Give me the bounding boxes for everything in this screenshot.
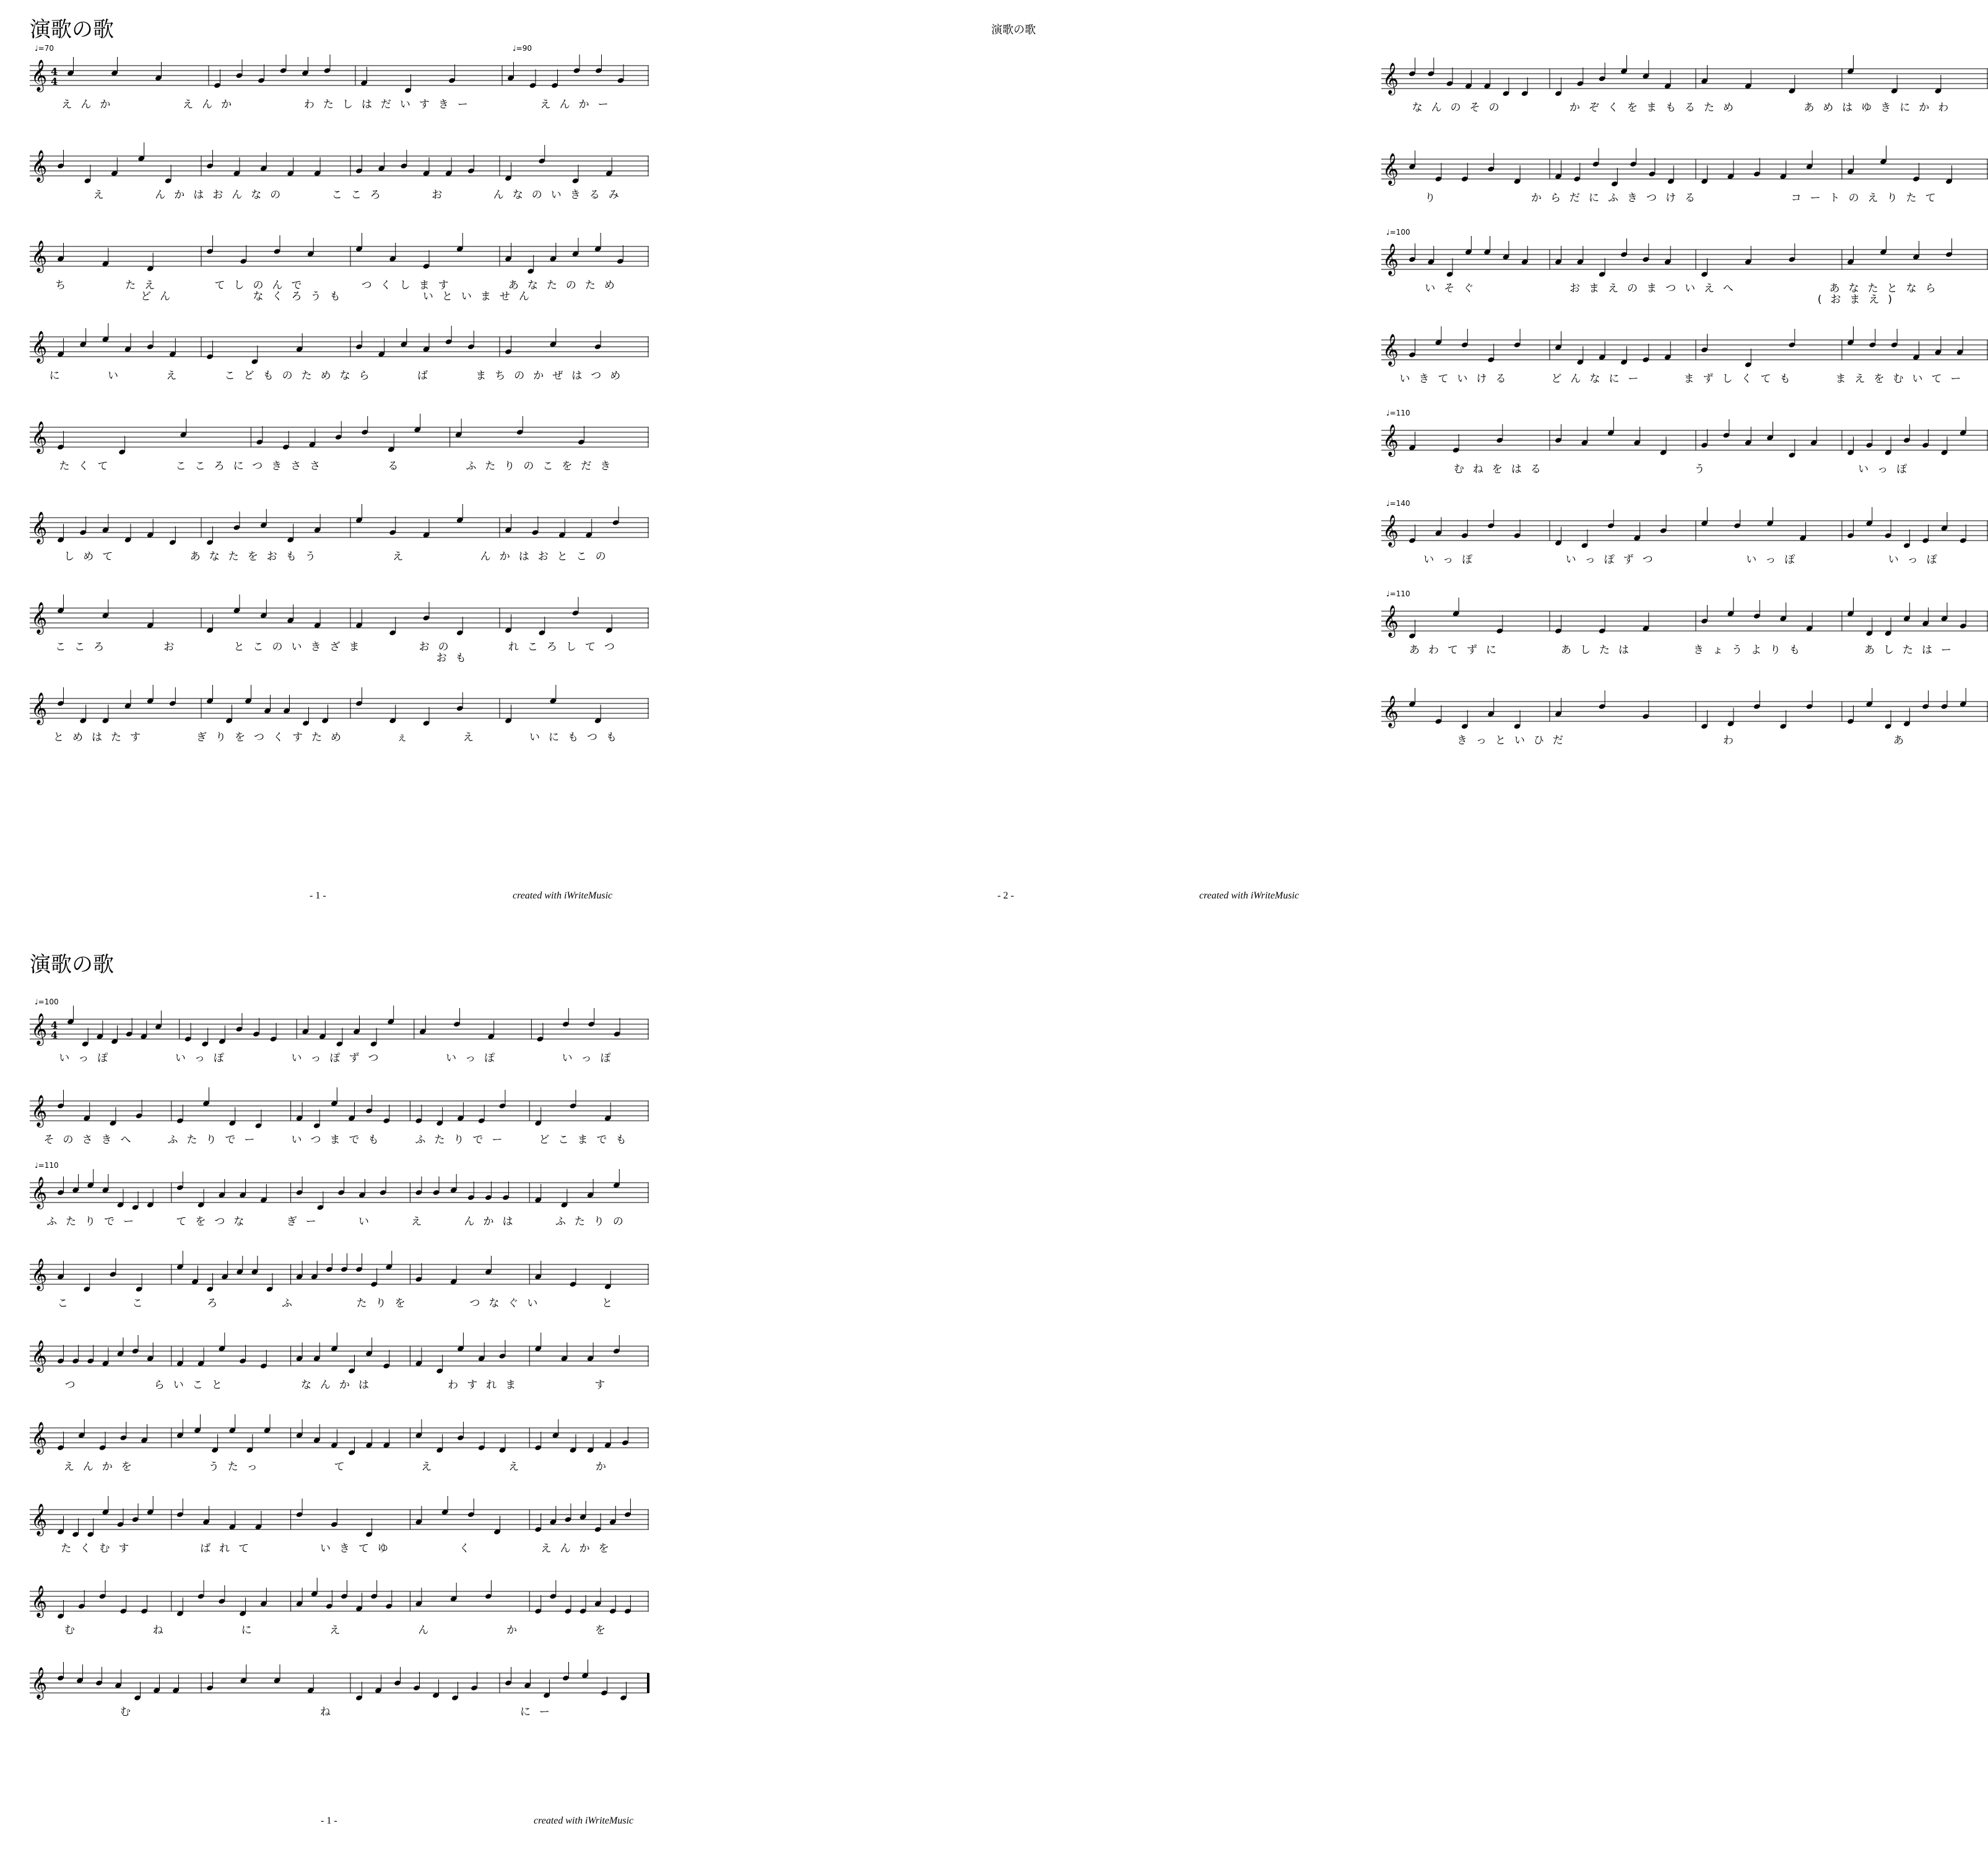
lyric-syllable: え [411, 1216, 431, 1228]
lyric-syllable: なんのその [1412, 102, 1508, 114]
lyric-syllable: んかはおんなの [155, 189, 290, 201]
credit-text: created with iWriteMusic [534, 1816, 634, 1826]
lyric-syllable: いといません [422, 290, 538, 303]
staff-system [30, 495, 649, 563]
treble-clef-icon: 𝄞 [31, 150, 48, 181]
lyric-syllable: いっぽ [1888, 554, 1946, 566]
staff-system [30, 586, 649, 664]
lyric-syllable: んなのいきるみ [493, 189, 628, 201]
credit-text: created with iWriteMusic [513, 890, 613, 901]
lyric-syllable: いつまでも [291, 1134, 388, 1146]
lyric-syllable: えんか [183, 98, 241, 111]
score-page-3 [0, 929, 675, 1857]
lyric-row [30, 95, 649, 111]
staff-system [1381, 589, 1988, 657]
treble-clef-icon: 𝄞 [1382, 63, 1399, 94]
lyric-syllable: こころにつきささ [175, 460, 329, 472]
lyric-syllable: あしたは [1561, 644, 1638, 656]
treble-clef-icon: 𝄞 [31, 1503, 48, 1535]
treble-clef-icon: 𝄞 [31, 511, 48, 543]
staff-system [30, 1487, 649, 1555]
lyric-syllable: たえ [125, 279, 164, 292]
lyric-syllable: あ [1893, 734, 1912, 747]
lyric-syllable: えんかー [540, 98, 617, 111]
staff-system [1381, 137, 1988, 205]
lyric-syllable: ふたりでー [167, 1134, 264, 1146]
time-signature: 4 [51, 1029, 58, 1041]
lyric-row [30, 457, 649, 472]
staff-system [1381, 498, 1988, 567]
lyric-syllable: あなたのため [508, 279, 623, 292]
lyric-syllable: を [594, 1624, 614, 1637]
lyric-syllable: しめて [64, 550, 122, 563]
lyric-syllable: にー [520, 1706, 558, 1718]
lyric-syllable: ぇ [397, 731, 416, 744]
lyric-syllable: わ [1723, 734, 1742, 747]
lyric-row [30, 1539, 649, 1555]
lyric-syllable: いっぽ [1746, 554, 1804, 566]
treble-clef-icon: 𝄞 [31, 59, 48, 91]
lyric-syllable: ふ [281, 1297, 301, 1310]
lyric-syllable: んかは [464, 1216, 522, 1228]
tempo-marking: ♩=100 [35, 998, 59, 1006]
treble-clef-icon: 𝄞 [1382, 515, 1399, 546]
lyric-row [30, 1376, 649, 1391]
lyric-row [30, 186, 649, 201]
lyric-syllable: たくむす [61, 1542, 138, 1555]
lyric-syllable: ば [417, 370, 436, 382]
staff-system [30, 405, 649, 473]
lyric-syllable: か [596, 1461, 615, 1473]
lyric-syllable: あなたとなら [1829, 282, 1945, 295]
time-signature: 4 [51, 76, 58, 87]
lyric-syllable: どん [141, 290, 180, 303]
lyric-syllable: いにもつも [529, 731, 625, 744]
lyric-syllable: いっぽずつ [1565, 554, 1662, 566]
lyric-syllable: んかはおとこの [480, 550, 615, 563]
lyric-syllable: どこまでも [539, 1134, 635, 1146]
lyric-syllable: う [1694, 463, 1714, 476]
staff-system [30, 1569, 649, 1637]
staff-system [30, 315, 649, 383]
lyric-syllable: いっぽ [562, 1052, 620, 1064]
lyric-syllable: ふたりでー [46, 1216, 143, 1228]
page-number: - 2 - [997, 890, 1014, 901]
lyric-syllable: おまえのまついえへ [1569, 282, 1742, 295]
tempo-marking: ♩=110 [1386, 589, 1410, 598]
lyric-syllable: たくて [59, 460, 117, 472]
page-title: 演歌の歌 [30, 17, 114, 42]
lyric-syllable: つくします [361, 279, 458, 292]
treble-clef-icon: 𝄞 [1382, 424, 1399, 456]
lyric-syllable: かぞくをまもるため [1569, 102, 1742, 114]
treble-clef-icon: 𝄞 [31, 1585, 48, 1617]
lyric-syllable: こころ [331, 189, 389, 201]
treble-clef-icon: 𝄞 [31, 1667, 48, 1698]
lyric-syllable: いきていける [1399, 373, 1515, 385]
lyric-syllable: コートのえりたて [1791, 192, 1945, 204]
lyric-syllable: ぎりをつくすため [196, 731, 350, 744]
lyric-syllable: おの [419, 641, 458, 653]
lyric-syllable: か [506, 1624, 526, 1637]
lyric-syllable: つ [64, 1379, 84, 1391]
lyric-syllable: らいこと [154, 1379, 231, 1391]
treble-clef-icon: 𝄞 [31, 692, 48, 724]
lyric-syllable: い [358, 1216, 378, 1228]
staff-system [30, 676, 649, 744]
treble-clef-icon: 𝄞 [31, 1422, 48, 1453]
staff-system [1381, 408, 1988, 476]
lyric-syllable: いっぽ [1858, 463, 1916, 476]
treble-clef-icon: 𝄞 [1382, 243, 1399, 275]
lyric-syllable: ろ [207, 1297, 227, 1310]
treble-clef-icon: 𝄞 [31, 331, 48, 362]
lyric-syllable: え [166, 370, 186, 382]
time-signature: 4 [51, 66, 58, 77]
treble-clef-icon: 𝄞 [31, 1095, 48, 1126]
lyric-syllable: お [163, 641, 183, 653]
lyric-syllable: いっぽ [175, 1052, 233, 1064]
lyric-row [1381, 550, 1988, 566]
lyric-syllable: ち [55, 279, 75, 292]
lyric-syllable: え [329, 1624, 349, 1637]
page-number: - 1 - [310, 890, 326, 901]
staff-system [30, 1651, 649, 1719]
lyric-syllable: ばれて [200, 1542, 258, 1555]
lyric-row [30, 547, 649, 563]
lyric-syllable: つなぐい [469, 1297, 547, 1310]
tempo-marking: ♩=70 [35, 44, 54, 53]
staff-system [1381, 318, 1988, 386]
lyric-syllable: からだにふきつける [1530, 192, 1704, 204]
lyric-row [1381, 290, 1988, 306]
lyric-syllable: きょうよりも [1693, 644, 1808, 656]
lyric-row [1381, 460, 1988, 476]
score-page-1 [0, 0, 675, 929]
lyric-syllable: てをつな [176, 1216, 253, 1228]
lyric-row [30, 649, 649, 664]
lyric-syllable: あめはゆきにかわ [1804, 102, 1958, 114]
lyric-syllable: む [120, 1706, 139, 1718]
treble-clef-icon: 𝄞 [31, 1013, 48, 1045]
lyric-syllable: まちのかぜはつめ [475, 370, 630, 382]
staff-system [30, 134, 649, 202]
lyric-syllable: ね [320, 1706, 339, 1718]
lyric-syllable: ふたりの [555, 1216, 632, 1228]
lyric-syllable: り [1425, 192, 1444, 204]
lyric-row [30, 1049, 649, 1064]
lyric-syllable: く [459, 1542, 479, 1555]
lyric-syllable: なんかは [300, 1379, 378, 1391]
lyric-syllable: に [241, 1624, 261, 1637]
lyric-syllable: いっぽ [1423, 554, 1482, 566]
lyric-syllable: る [388, 460, 407, 472]
lyric-syllable: ん [418, 1624, 438, 1637]
staff-system [30, 1324, 649, 1392]
lyric-syllable: あなたをおもう [189, 550, 324, 563]
lyric-syllable: こどものためなら [224, 370, 378, 382]
lyric-row [1381, 370, 1988, 385]
lyric-row [1381, 731, 1988, 747]
staff-system [30, 1242, 649, 1310]
lyric-syllable: うたっ [208, 1461, 266, 1473]
lyric-row [30, 1212, 649, 1228]
lyric-syllable: (おまえ) [1817, 294, 1901, 306]
lyric-row [1381, 98, 1988, 114]
lyric-syllable: え [93, 189, 113, 201]
staff-system [1381, 227, 1988, 306]
lyric-syllable: いきてゆ [319, 1542, 397, 1555]
treble-clef-icon: 𝄞 [31, 1258, 48, 1290]
lyric-row [1381, 189, 1988, 204]
treble-clef-icon: 𝄞 [1382, 695, 1399, 727]
lyric-syllable: え [508, 1461, 528, 1473]
lyric-syllable: す [594, 1379, 614, 1391]
lyric-syllable: えんかを [540, 1542, 618, 1555]
lyric-syllable: えんかを [63, 1461, 141, 1473]
lyric-row [1381, 641, 1988, 656]
page-number: - 1 - [321, 1816, 337, 1826]
staff-system [1381, 46, 1988, 115]
lyric-row [30, 1294, 649, 1310]
treble-clef-icon: 𝄞 [31, 421, 48, 453]
tempo-marking: ♩=100 [1386, 228, 1410, 237]
lyric-syllable: わすれま [448, 1379, 525, 1391]
lyric-syllable: と [602, 1297, 622, 1310]
treble-clef-icon: 𝄞 [31, 602, 48, 633]
lyric-syllable: む [64, 1624, 84, 1637]
lyric-syllable: え [421, 1461, 441, 1473]
lyric-syllable: そのさきへ [43, 1134, 140, 1146]
lyric-row [30, 728, 649, 744]
lyric-syllable: こ [57, 1297, 77, 1310]
lyric-syllable: ぎー [286, 1216, 325, 1228]
lyric-syllable: え [463, 731, 482, 744]
lyric-syllable: なくろうも [253, 290, 349, 303]
staff-system [30, 224, 649, 303]
lyric-row [30, 1131, 649, 1146]
tempo-marking: ♩=90 [513, 44, 532, 53]
lyric-syllable: ね [152, 1624, 172, 1637]
lyric-row [30, 1458, 649, 1473]
lyric-syllable: お [432, 189, 451, 201]
lyric-row [30, 1621, 649, 1637]
lyric-syllable: ふたりでー [415, 1134, 511, 1146]
staff-system [30, 1160, 649, 1229]
lyric-syllable: い [107, 370, 127, 382]
treble-clef-icon: 𝄞 [1382, 334, 1399, 365]
lyric-syllable: て [334, 1461, 354, 1473]
lyric-syllable: むねをはる [1453, 463, 1550, 476]
lyric-syllable: えんか [61, 98, 119, 111]
lyric-syllable: どんなにー [1551, 373, 1647, 385]
lyric-syllable: あしたはー [1864, 644, 1960, 656]
staff-system [30, 997, 649, 1065]
lyric-row [30, 367, 649, 382]
treble-clef-icon: 𝄞 [31, 240, 48, 272]
tempo-marking: ♩=140 [1386, 499, 1410, 508]
treble-clef-icon: 𝄞 [31, 1340, 48, 1372]
page-title: 演歌の歌 [30, 952, 114, 977]
lyric-syllable: まえをむいてー [1835, 373, 1970, 385]
lyric-syllable: わたしはだいすきー [303, 98, 477, 111]
treble-clef-icon: 𝄞 [1382, 605, 1399, 637]
lyric-syllable: たりを [356, 1297, 414, 1310]
treble-clef-icon: 𝄞 [31, 1176, 48, 1208]
lyric-syllable: まずしくても [1683, 373, 1799, 385]
lyric-row [30, 1703, 649, 1718]
staff-system [1381, 679, 1988, 747]
staff-system [30, 43, 649, 111]
lyric-syllable: に [49, 370, 69, 382]
score-page-2 [675, 0, 1970, 929]
lyric-syllable: こころ [55, 641, 113, 653]
time-signature: 4 [51, 1019, 58, 1031]
lyric-syllable: おも [436, 652, 475, 664]
treble-clef-icon: 𝄞 [1382, 153, 1399, 185]
lyric-syllable: とめはたす [53, 731, 149, 744]
lyric-syllable: れころしてつ [508, 641, 623, 653]
credit-text: created with iWriteMusic [1199, 890, 1300, 901]
staff-system [30, 1079, 649, 1147]
tempo-marking: ♩=110 [35, 1161, 59, 1170]
lyric-syllable: いっぽずつ [291, 1052, 388, 1064]
staff-system [30, 1406, 649, 1474]
lyric-syllable: とこのいきざま [233, 641, 368, 653]
lyric-syllable: いそぐ [1425, 282, 1483, 295]
lyric-syllable: ふたりのこをだき [466, 460, 620, 472]
lyric-syllable: いっぽ [446, 1052, 504, 1064]
lyric-syllable: あわてずに [1409, 644, 1505, 656]
page-title: 演歌の歌 [991, 24, 1036, 37]
lyric-syllable: てしのんで [214, 279, 311, 292]
lyric-row [30, 287, 649, 303]
lyric-syllable: え [393, 550, 412, 563]
lyric-syllable: こ [132, 1297, 152, 1310]
tempo-marking: ♩=110 [1386, 409, 1410, 417]
lyric-syllable: きっといひだ [1457, 734, 1572, 747]
lyric-syllable: いっぽ [59, 1052, 117, 1064]
